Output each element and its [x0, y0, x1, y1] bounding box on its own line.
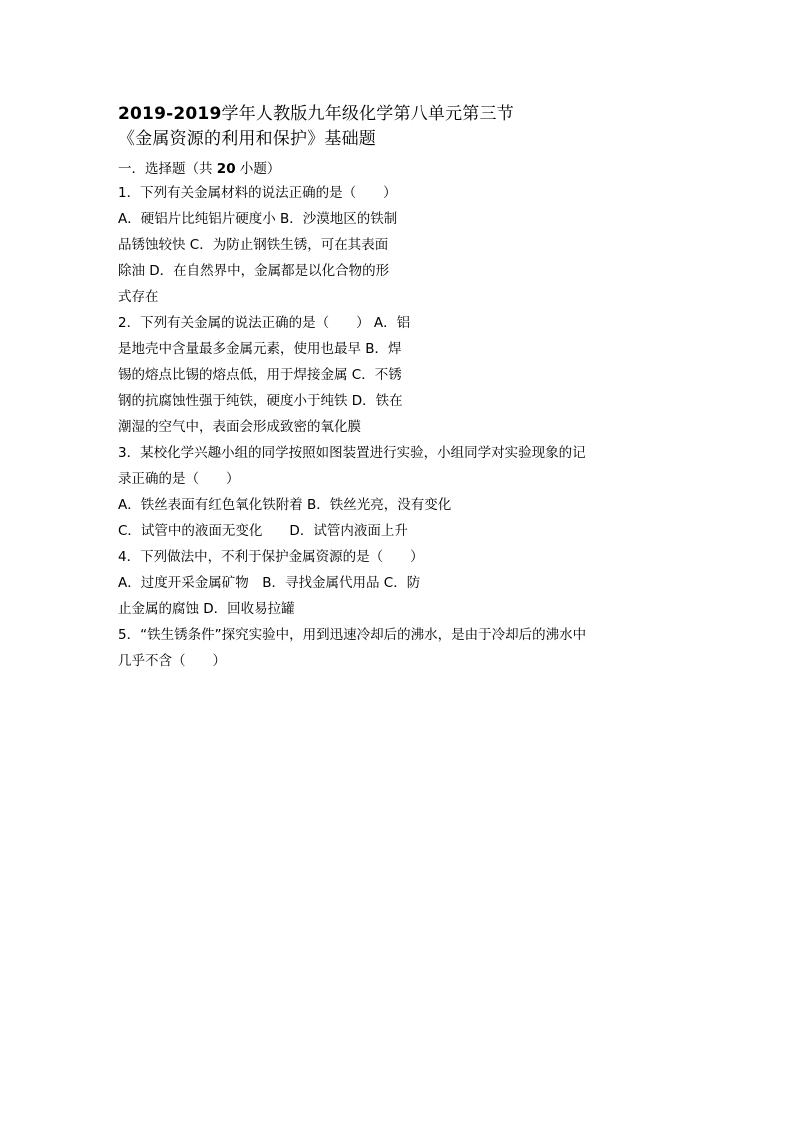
question-3-options-line: A．铁丝表面有红色氧化铁附着 B．铁丝光亮，没有变化 [118, 497, 452, 513]
document-body [118, 102, 688, 674]
section-prefix: 一．选择题（共 [118, 161, 217, 177]
question-1-stem: 1．下列有关金属材料的说法正确的是（ ） [118, 185, 397, 201]
question-count: 20 [216, 161, 236, 177]
question-1-options-line: A．硬铝片比纯铝片硬度小 B．沙漠地区的铁制 [118, 211, 398, 227]
question-2-options-line: 是地壳中含量最多金属元素，使用也最早 B．焊 [118, 341, 402, 357]
question-2-options-line: 钢的抗腐蚀性强于纯铁，硬度小于纯铁 D．铁在 [118, 393, 403, 409]
question-3-options-line: C．试管中的液面无变化 D．试管内液面上升 [118, 523, 408, 539]
question-5-stem-cont: 几乎不含（ ） [118, 653, 226, 669]
document-subtitle: 《金属资源的利用和保护》基础题 [118, 129, 376, 149]
question-2-options-line: 锡的熔点比锡的熔点低，用于焊接金属 C．不锈 [118, 367, 402, 383]
document-title [118, 102, 688, 127]
question-1-options-line: 品锈蚀较快 C．为防止钢铁生锈，可在其表面 [118, 237, 389, 253]
title-text: 学年人教版九年级化学第八单元第三节 [221, 104, 514, 124]
question-4-options-line: 止金属的腐蚀 D．回收易拉罐 [118, 601, 295, 617]
title-year: 2019-2019 [118, 104, 222, 124]
question-2-stem: 2．下列有关金属的说法正确的是（ ） A．铝 [118, 315, 411, 331]
question-1-options-line: 式存在 [118, 289, 159, 305]
section-heading [118, 158, 688, 180]
question-4-stem: 4．下列做法中，不利于保护金属资源的是（ ） [118, 549, 424, 565]
question-5-stem: 5．“铁生锈条件”探究实验中，用到迅速冷却后的沸水，是由于冷却后的沸水中 [118, 627, 587, 643]
question-1-options-line: 除油 D．在自然界中，金属都是以化合物的形 [118, 263, 390, 279]
section-suffix: 小题） [235, 161, 281, 177]
question-3-stem: 3．某校化学兴趣小组的同学按照如图装置进行实验，小组同学对实验现象的记 [118, 445, 586, 461]
question-2-options-line: 潮湿的空气中，表面会形成致密的氧化膜 [118, 419, 361, 435]
question-3-stem-cont: 录正确的是（ ） [118, 471, 240, 487]
question-4-options-line: A．过度开采金属矿物 B．寻找金属代用品 C．防 [118, 575, 421, 591]
